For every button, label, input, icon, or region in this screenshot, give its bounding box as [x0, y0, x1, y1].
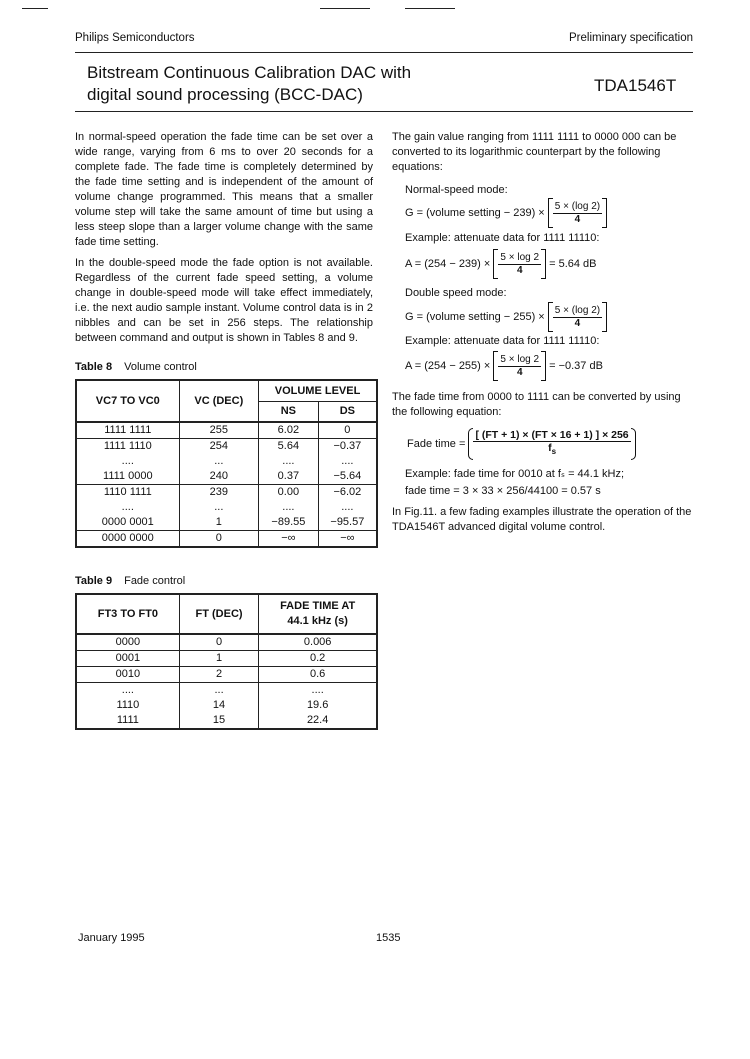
equation-normal-example: [405, 249, 597, 279]
table9-title: Fade control: [124, 575, 186, 587]
table-cell: −∞: [259, 531, 319, 548]
doc-title-line1: Bitstream Continuous Calibration DAC with: [87, 63, 412, 82]
eq4-bracket-right: [541, 351, 546, 381]
table-cell: −∞: [318, 531, 377, 548]
table-cell: ...: [179, 454, 258, 469]
eq1-lhs: G = (volume setting − 239) ×: [405, 206, 545, 219]
table-row: [76, 531, 377, 548]
table9-header-fadetime-line1: FADE TIME AT: [280, 600, 356, 612]
table-cell: 0: [179, 634, 259, 651]
eq3-numerator: 5 × (log 2): [554, 304, 601, 316]
example-normal: Example: attenuate data for 1111 11110:: [405, 232, 600, 244]
spec-status: Preliminary specification: [569, 32, 693, 44]
table8-title: Volume control: [124, 361, 197, 373]
eq2-denominator: 4: [516, 264, 523, 276]
title-rule: [75, 111, 693, 112]
eq4-fraction: [498, 354, 541, 379]
equation-normal-gain: [405, 198, 607, 228]
table-cell: 5.64: [259, 439, 319, 455]
volume-control-table: [75, 379, 378, 548]
top-rule-left: [22, 8, 48, 9]
table-cell: 0: [318, 422, 377, 439]
table8-header-ns: NS: [259, 402, 319, 423]
table-cell: 0.6: [259, 667, 377, 683]
table-cell: 0.006: [259, 634, 377, 651]
table8-header-vc7: VC7 TO VC0: [76, 380, 179, 422]
table-cell: 2: [179, 667, 259, 683]
table-row: [76, 698, 377, 713]
table-cell: 0000 0001: [76, 515, 179, 531]
eq2-bracket-right: [541, 249, 546, 279]
table8-header-vcdec: VC (DEC): [179, 380, 258, 422]
table-cell: 1111 1110: [76, 439, 179, 455]
table9-header-ftdec: FT (DEC): [179, 594, 259, 634]
table-cell: −6.02: [318, 485, 377, 501]
eq1-numerator: 5 × (log 2): [554, 200, 601, 212]
doc-title-line2: digital sound processing (BCC-DAC): [87, 85, 363, 104]
eq4-result: = −0.37 dB: [549, 359, 603, 372]
table-row: [76, 454, 377, 469]
example-fade-1: Example: fade time for 0010 at fₛ = 44.1 kHz;: [405, 468, 625, 480]
right-intro: The gain value ranging from 1111 1111 to 0000 000 can be converted to its logarithmic counterpart by the following equations:: [392, 131, 677, 173]
table8-caption: [75, 361, 197, 373]
table-row: [76, 422, 377, 439]
table-row: [76, 439, 377, 455]
table-cell: 14: [179, 698, 259, 713]
fade-denominator-f: f: [548, 442, 552, 455]
paragraph-double-speed: In the double-speed mode the fade option is not available. Regardless of the current fade speed setting, a volume change in double-speed mode will take effect immediately, i.e. the next audio sample instant. Volume control data is in 2 nibbles and can be set in 256 steps. The relationship between command and output is shown in Tables 8 and 9.: [75, 257, 373, 344]
table-cell: ....: [76, 683, 179, 699]
table-cell: −95.57: [318, 515, 377, 531]
table-cell: 0.00: [259, 485, 319, 501]
table9-header-fadetime: [259, 594, 377, 634]
equation-fade-time: [407, 428, 636, 460]
eq3-fraction: [553, 305, 602, 330]
table-cell: −5.64: [318, 469, 377, 485]
table-cell: 1: [179, 515, 258, 531]
table-cell: ....: [318, 500, 377, 515]
equation-double-gain: [405, 302, 607, 332]
page-number: 1535: [376, 932, 401, 944]
closing-paragraph: In Fig.11. a few fading examples illustrate the operation of the TDA1546T advanced digital volume control.: [392, 506, 692, 533]
left-column: [75, 130, 373, 352]
table-cell: 22.4: [259, 713, 377, 729]
example-fade-2: fade time = 3 × 33 × 256/44100 = 0.57 s: [405, 485, 601, 497]
table9-header-ft3: FT3 TO FT0: [76, 594, 179, 634]
table-cell: ....: [318, 454, 377, 469]
paragraph-fade-time: In normal-speed operation the fade time can be set over a wide range, varying from 6 ms to over 20 seconds for a complete fade. The fade time is completely determined by the fade time setting and is independent of the amount of volume change programmed. This means that a smaller volume step will take the same amount of time but using a less steep slope than a larger volume change with the same fade time setting.: [75, 131, 373, 248]
table-row: [76, 500, 377, 515]
table-cell: 1110 1111: [76, 485, 179, 501]
eq2-lhs: A = (254 − 239) ×: [405, 257, 491, 270]
table-cell: ....: [76, 454, 179, 469]
table9-caption: [75, 575, 185, 587]
table-cell: 0.2: [259, 651, 377, 667]
table-cell: 0: [179, 531, 258, 548]
table-cell: 15: [179, 713, 259, 729]
fade-numerator: [ (FT + 1) × (FT × 16 + 1) ] × 256: [475, 429, 629, 442]
footer-date: January 1995: [78, 932, 145, 944]
table-cell: −89.55: [259, 515, 319, 531]
table-cell: 0000 0000: [76, 531, 179, 548]
table-cell: 255: [179, 422, 258, 439]
table-cell: 0.37: [259, 469, 319, 485]
fade-denominator: [473, 442, 630, 458]
table8-header-ds: DS: [318, 402, 377, 423]
eq4-lhs: A = (254 − 255) ×: [405, 359, 491, 372]
eq4-denominator: 4: [516, 366, 523, 378]
table-cell: ....: [259, 500, 319, 515]
doc-title: [87, 62, 411, 106]
eq2-fraction: [498, 252, 541, 277]
table-cell: ....: [76, 500, 179, 515]
table-cell: −0.37: [318, 439, 377, 455]
table-cell: 240: [179, 469, 258, 485]
eq1-fraction: [553, 201, 602, 226]
double-mode-label: Double speed mode:: [405, 287, 507, 299]
fade-denominator-sub: s: [551, 447, 557, 457]
header-rule: [75, 52, 693, 53]
fade-lhs: Fade time =: [407, 437, 466, 450]
table8-number: Table 8: [75, 361, 113, 373]
table-cell: 254: [179, 439, 258, 455]
example-double: Example: attenuate data for 1111 11110:: [405, 335, 600, 347]
eq2-result: = 5.64 dB: [549, 257, 597, 270]
fade-intro: The fade time from 0000 to 1111 can be converted by using the following equation:: [392, 391, 681, 418]
table-cell: 6.02: [259, 422, 319, 439]
table-cell: 1111 1111: [76, 422, 179, 439]
table-cell: 19.6: [259, 698, 377, 713]
table-cell: 1: [179, 651, 259, 667]
table-cell: ...: [179, 683, 259, 699]
eq2-numerator: 5 × log 2: [500, 251, 540, 263]
fade-control-table: [75, 593, 378, 730]
table-row: [76, 713, 377, 729]
eq3-lhs: G = (volume setting − 255) ×: [405, 310, 545, 323]
fade-fraction: [473, 429, 630, 458]
equation-double-example: [405, 351, 603, 381]
normal-mode-label: Normal-speed mode:: [405, 184, 508, 196]
table8-header-level: VOLUME LEVEL: [259, 380, 377, 402]
top-rule-right: [405, 8, 455, 9]
table-cell: ....: [259, 454, 319, 469]
eq1-denominator: 4: [574, 213, 581, 225]
eq4-numerator: 5 × log 2: [500, 353, 540, 365]
table-row: [76, 651, 377, 667]
table-cell: 1111 0000: [76, 469, 179, 485]
eq3-denominator: 4: [574, 317, 581, 329]
company-name: Philips Semiconductors: [75, 32, 195, 44]
top-rule-mid: [320, 8, 370, 9]
table-cell: 1111: [76, 713, 179, 729]
eq1-bracket-right: [602, 198, 607, 228]
table-row: [76, 667, 377, 683]
table9-number: Table 9: [75, 575, 113, 587]
eq3-bracket-right: [602, 302, 607, 332]
table-cell: 1110: [76, 698, 179, 713]
table-row: [76, 683, 377, 699]
part-number: TDA1546T: [594, 76, 677, 95]
table-cell: 239: [179, 485, 258, 501]
table-cell: ....: [259, 683, 377, 699]
table-cell: ...: [179, 500, 258, 515]
table-cell: 0000: [76, 634, 179, 651]
table-cell: 0010: [76, 667, 179, 683]
table-cell: 0001: [76, 651, 179, 667]
table9-header-fadetime-line2: 44.1 kHz (s): [287, 615, 348, 627]
table-row: [76, 469, 377, 485]
table-row: [76, 485, 377, 501]
table-row: [76, 515, 377, 531]
table-row: [76, 634, 377, 651]
fade-brace-right: [631, 428, 636, 460]
